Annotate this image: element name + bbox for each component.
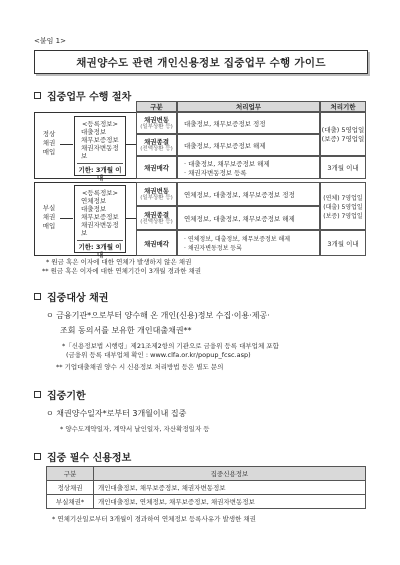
footnote: ** 원금 혹은 이자에 대한 연체기간이 3개월 경과한 채권 bbox=[42, 267, 202, 275]
bad-registration-box: <등록정보> 연체정보 대출정보 채무보증정보 채권자변동정보 기한: 3개월 이내 bbox=[74, 185, 126, 253]
bad-task-change: 연체정보, 대출정보, 채무보증정보 정정 bbox=[177, 182, 320, 206]
section-required-info bbox=[34, 449, 131, 464]
required-info-table bbox=[46, 466, 366, 509]
bad-kind-change: 채권변동 (일부상환 등) bbox=[136, 182, 177, 206]
arrow-line bbox=[126, 218, 136, 219]
normal-task-sale: · 대출정보, 채무보증정보 해제 · 채권자변동정보 등록 bbox=[177, 156, 320, 179]
bad-limit-b: 3개월 이내 bbox=[320, 230, 366, 256]
normal-limit-a: (대출) 5영업일 (보증) 7영업일 bbox=[320, 112, 366, 156]
section-title: 집중기한 bbox=[47, 391, 86, 402]
deadline-bullet: ㅇ 채권양수일자*로부터 3개월이내 집중 bbox=[46, 409, 187, 418]
section-deadline bbox=[34, 387, 86, 402]
normal-limit-b: 3개월 이내 bbox=[320, 156, 366, 179]
table-row bbox=[47, 481, 366, 495]
square-bullet-icon bbox=[34, 92, 41, 99]
square-bullet-icon bbox=[34, 453, 41, 460]
target-bullet-line1: ㅇ 금융기관*으로부터 양수해 온 개인(신용)정보 수집·이용·제공· bbox=[46, 311, 270, 320]
arrow-line bbox=[60, 218, 73, 219]
normal-kind-sale: 채권매각 bbox=[136, 156, 177, 179]
bad-kind-sale: 채권매각 bbox=[136, 230, 177, 256]
square-bullet-icon bbox=[34, 293, 41, 300]
header-info: 집중신용정보 bbox=[94, 467, 366, 481]
normal-label: 정상 채권 매입 bbox=[42, 130, 56, 156]
table-row bbox=[47, 495, 366, 509]
row-type: 부실채권* bbox=[47, 495, 94, 509]
normal-registration-box: <등록정보> 대출정보 채무보증정보 채권자변동정보 기한: 3개월 이내 bbox=[74, 116, 126, 176]
footnote: (금융위 등록 대부업체 확인 : www.clfa.or.kr/popup_fcsc.asp) bbox=[66, 351, 251, 359]
table-header-row bbox=[47, 467, 366, 481]
row-type: 정상채권 bbox=[47, 481, 94, 495]
target-bullet-line2: 조회 동의서를 보유한 개인대출채권** bbox=[60, 326, 192, 335]
footnote: ** 기업대출채권 양수 시 신용정보 처리방법 등은 별도 문의 bbox=[56, 363, 224, 371]
section-procedure bbox=[34, 88, 131, 103]
normal-kind-close: 채권종결 (전액상환 등) bbox=[136, 134, 177, 156]
bad-task-sale: · 연체정보, 대출정보, 채무보증정보 해제 · 채권자변동정보 등록 bbox=[177, 230, 320, 256]
bad-label: 부실 채권 매입 bbox=[42, 204, 56, 230]
row-info: 개인대출정보, 채무보증정보, 채권자변동정보 bbox=[94, 481, 366, 495]
header-task: 처리업무 bbox=[177, 101, 320, 112]
header-type: 구분 bbox=[47, 467, 94, 481]
bad-limit-a: (연체) 7영업일 (대출) 5영업일 (보증) 7영업일 bbox=[320, 182, 366, 230]
square-bullet-icon bbox=[34, 391, 41, 398]
normal-kind-change: 채권변동 (일부상환 등) bbox=[136, 112, 177, 134]
normal-task-close: 대출정보, 채무보증정보 해제 bbox=[177, 134, 320, 156]
document-title: 채권양수도 관련 개인신용정보 집중업무 수행 가이드 bbox=[34, 50, 368, 74]
footnote: * 연체기산일로부터 3개월이 경과하여 연체정보 등록사유가 발생한 채권 bbox=[52, 515, 256, 523]
footnote: * 원금 혹은 이자에 대한 연체가 발생하지 않은 채권 bbox=[46, 258, 192, 266]
arrow-line bbox=[60, 144, 73, 145]
footnote: * 양수도계약일자, 계약서 날인일자, 자산확정일자 등 bbox=[60, 425, 210, 433]
normal-task-change: 대출정보, 채무보증정보 정정 bbox=[177, 112, 320, 134]
section-title: 집중대상 채권 bbox=[47, 293, 109, 304]
header-category: 구분 bbox=[136, 101, 177, 112]
arrow-line bbox=[126, 144, 136, 145]
section-title: 집중업무 수행 절차 bbox=[47, 92, 132, 103]
section-target bbox=[34, 289, 108, 304]
attachment-label: <붙임 1> bbox=[34, 37, 66, 45]
row-info: 개인대출정보, 연체정보, 채무보증정보, 채권자변동정보 bbox=[94, 495, 366, 509]
bad-task-close: 연체정보, 대출정보, 채무보증정보 해제 bbox=[177, 206, 320, 230]
bad-kind-close: 채권종결 (전액상환 등) bbox=[136, 206, 177, 230]
footnote: *「신용정보법 시행령」제21조제2항의 기관으로 금융위 등록 대부업체 포함 bbox=[62, 342, 279, 350]
header-deadline: 처리기한 bbox=[320, 101, 366, 112]
section-title: 집중 필수 신용정보 bbox=[47, 453, 132, 464]
